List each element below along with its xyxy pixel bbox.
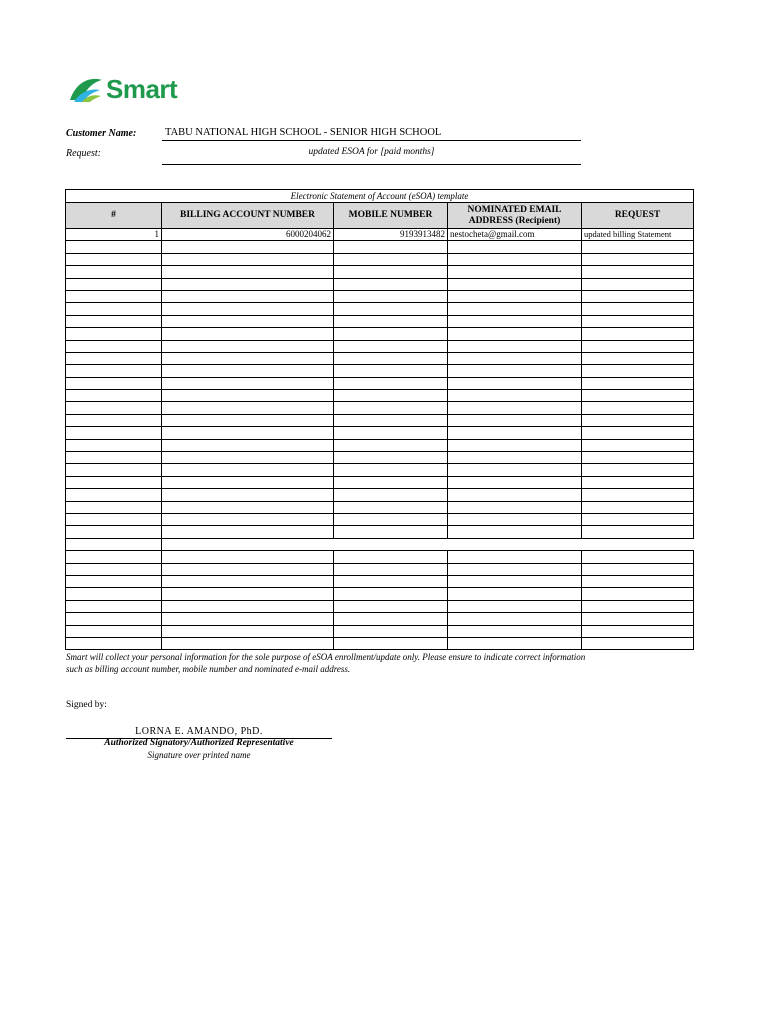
empty-cell <box>582 476 694 488</box>
signature-note: Signature over printed name <box>147 750 251 760</box>
table-row <box>66 414 694 426</box>
empty-cell <box>448 551 582 563</box>
empty-cell <box>582 303 694 315</box>
empty-cell <box>582 452 694 464</box>
empty-cell <box>162 414 334 426</box>
empty-cell <box>66 464 162 476</box>
empty-cell <box>162 328 334 340</box>
empty-cell <box>448 266 582 278</box>
table-row <box>66 476 694 488</box>
table-row <box>66 377 694 389</box>
smart-logo <box>68 72 177 106</box>
empty-cell <box>334 414 448 426</box>
header-number: # <box>66 203 162 229</box>
empty-rows-bottom <box>66 551 694 650</box>
table-caption: Electronic Statement of Account (eSOA) template <box>66 190 694 203</box>
empty-cell <box>162 600 334 612</box>
table-row <box>66 513 694 525</box>
empty-cell <box>334 551 448 563</box>
empty-cell <box>66 613 162 625</box>
empty-cell <box>582 637 694 649</box>
empty-cell <box>448 452 582 464</box>
request-line <box>162 164 581 165</box>
empty-cell <box>448 489 582 501</box>
empty-cell <box>162 637 334 649</box>
empty-cell <box>334 303 448 315</box>
empty-cell <box>334 278 448 290</box>
empty-cell <box>162 476 334 488</box>
empty-cell <box>162 241 334 253</box>
empty-cell <box>334 365 448 377</box>
empty-cell <box>334 452 448 464</box>
empty-cell <box>334 340 448 352</box>
empty-cell <box>66 439 162 451</box>
empty-cell <box>66 427 162 439</box>
empty-cell <box>582 278 694 290</box>
empty-cell <box>448 439 582 451</box>
empty-cell <box>448 290 582 302</box>
empty-cell <box>448 600 582 612</box>
smart-logo-text: Smart <box>106 73 178 104</box>
header-billing-account: BILLING ACCOUNT NUMBER <box>162 203 334 229</box>
empty-cell <box>582 551 694 563</box>
empty-cell <box>334 377 448 389</box>
table-row <box>66 637 694 649</box>
row-number: 1 <box>66 229 162 241</box>
empty-cell <box>162 290 334 302</box>
empty-cell <box>582 513 694 525</box>
empty-cell <box>66 278 162 290</box>
empty-cell <box>334 625 448 637</box>
empty-cell <box>334 402 448 414</box>
empty-cell <box>334 526 448 538</box>
empty-cell <box>334 501 448 513</box>
empty-cell <box>582 588 694 600</box>
empty-cell <box>582 414 694 426</box>
empty-cell <box>334 439 448 451</box>
empty-cell <box>582 600 694 612</box>
table-row <box>66 551 694 563</box>
table-row <box>66 303 694 315</box>
empty-cell <box>448 637 582 649</box>
empty-cell <box>582 340 694 352</box>
customer-name-label: Customer Name: <box>66 128 137 139</box>
empty-cell <box>162 340 334 352</box>
empty-cell <box>448 241 582 253</box>
empty-cell <box>334 241 448 253</box>
empty-cell <box>66 563 162 575</box>
empty-cell <box>162 390 334 402</box>
empty-rows-top <box>66 241 694 538</box>
empty-cell <box>334 575 448 587</box>
empty-cell <box>582 377 694 389</box>
empty-cell <box>582 253 694 265</box>
empty-cell <box>66 551 162 563</box>
empty-cell <box>162 352 334 364</box>
table-row <box>66 278 694 290</box>
empty-cell <box>448 513 582 525</box>
empty-cell <box>448 390 582 402</box>
empty-cell <box>162 489 334 501</box>
signatory-title: Authorized Signatory/Authorized Representative <box>104 738 294 748</box>
empty-cell <box>162 315 334 327</box>
table-row <box>66 229 694 241</box>
empty-cell <box>448 476 582 488</box>
table-row <box>66 464 694 476</box>
empty-cell <box>448 414 582 426</box>
empty-cell <box>582 315 694 327</box>
empty-cell <box>448 625 582 637</box>
empty-cell <box>66 501 162 513</box>
empty-cell <box>334 613 448 625</box>
empty-cell <box>334 513 448 525</box>
empty-cell <box>582 625 694 637</box>
empty-cell <box>448 613 582 625</box>
empty-cell <box>582 489 694 501</box>
smart-logo-mark-icon <box>68 74 104 104</box>
table-header-row <box>66 203 694 229</box>
table-row <box>66 452 694 464</box>
table-row <box>66 613 694 625</box>
table-row <box>66 352 694 364</box>
empty-cell <box>448 563 582 575</box>
empty-cell <box>162 588 334 600</box>
empty-cell <box>162 452 334 464</box>
empty-cell <box>448 365 582 377</box>
table-row <box>66 563 694 575</box>
empty-cell <box>582 402 694 414</box>
empty-cell <box>582 241 694 253</box>
empty-cell <box>448 303 582 315</box>
empty-cell <box>162 551 334 563</box>
empty-cell <box>334 315 448 327</box>
empty-cell <box>66 315 162 327</box>
empty-cell <box>334 328 448 340</box>
empty-cell <box>334 489 448 501</box>
table-row <box>66 328 694 340</box>
empty-cell <box>66 365 162 377</box>
empty-cell <box>448 377 582 389</box>
empty-cell <box>448 501 582 513</box>
empty-cell <box>66 489 162 501</box>
empty-cell <box>162 402 334 414</box>
table-row <box>66 290 694 302</box>
empty-cell <box>66 390 162 402</box>
table-row <box>66 588 694 600</box>
empty-cell <box>66 637 162 649</box>
empty-cell <box>582 501 694 513</box>
empty-cell <box>582 365 694 377</box>
empty-cell <box>162 563 334 575</box>
empty-cell <box>334 464 448 476</box>
table-row <box>66 501 694 513</box>
empty-cell <box>448 328 582 340</box>
empty-cell <box>66 303 162 315</box>
empty-cell <box>162 365 334 377</box>
header-email: NOMINATED EMAIL ADDRESS (Recipient) <box>448 203 582 229</box>
empty-cell <box>448 253 582 265</box>
empty-cell <box>334 600 448 612</box>
empty-cell <box>66 402 162 414</box>
empty-cell <box>448 278 582 290</box>
empty-cell <box>334 290 448 302</box>
empty-cell <box>448 464 582 476</box>
empty-cell <box>334 588 448 600</box>
customer-name-line <box>162 140 581 141</box>
empty-cell <box>582 266 694 278</box>
row-billing-account: 6000204062 <box>162 229 334 241</box>
empty-cell <box>334 390 448 402</box>
table-row <box>66 489 694 501</box>
empty-cell <box>162 513 334 525</box>
empty-cell <box>582 575 694 587</box>
empty-cell <box>66 513 162 525</box>
empty-cell <box>582 390 694 402</box>
header-mobile-number: MOBILE NUMBER <box>334 203 448 229</box>
empty-cell <box>334 563 448 575</box>
empty-cell <box>448 526 582 538</box>
table-row <box>66 526 694 538</box>
empty-cell <box>66 328 162 340</box>
empty-cell <box>162 526 334 538</box>
table-row <box>66 340 694 352</box>
empty-cell <box>66 290 162 302</box>
empty-cell <box>66 526 162 538</box>
table-row <box>66 241 694 253</box>
empty-cell <box>162 427 334 439</box>
empty-cell <box>66 575 162 587</box>
empty-cell <box>66 253 162 265</box>
empty-cell <box>162 439 334 451</box>
empty-cell <box>162 253 334 265</box>
table-row <box>66 439 694 451</box>
customer-name-value: TABU NATIONAL HIGH SCHOOL - SENIOR HIGH SCHOOL <box>165 127 442 138</box>
empty-cell <box>334 637 448 649</box>
empty-cell <box>582 427 694 439</box>
empty-cell <box>448 315 582 327</box>
empty-cell <box>66 352 162 364</box>
empty-cell <box>334 352 448 364</box>
empty-cell <box>582 563 694 575</box>
empty-cell <box>334 266 448 278</box>
empty-cell <box>582 613 694 625</box>
table-row <box>66 427 694 439</box>
empty-cell <box>448 352 582 364</box>
empty-cell <box>582 526 694 538</box>
empty-cell <box>334 427 448 439</box>
empty-cell <box>66 377 162 389</box>
empty-cell <box>66 600 162 612</box>
empty-cell <box>448 588 582 600</box>
empty-cell <box>66 476 162 488</box>
empty-cell <box>582 352 694 364</box>
privacy-notice: Smart will collect your personal information for the sole purpose of eSOA enrollment/update only. Please ensure to indicate correct information such as billing account number, mobile number and nominated e-mail address. <box>66 652 586 674</box>
empty-cell <box>582 464 694 476</box>
empty-cell <box>66 452 162 464</box>
empty-cell <box>162 625 334 637</box>
header-request: REQUEST <box>582 203 694 229</box>
table-row <box>66 390 694 402</box>
empty-cell <box>66 241 162 253</box>
row-mobile-number: 9193913482 <box>334 229 448 241</box>
empty-cell <box>162 464 334 476</box>
empty-cell <box>582 439 694 451</box>
request-value: updated ESOA for [paid months] <box>308 147 435 157</box>
table-row <box>66 266 694 278</box>
empty-cell <box>66 588 162 600</box>
empty-cell <box>66 340 162 352</box>
empty-cell <box>448 402 582 414</box>
table-row <box>66 315 694 327</box>
table-row <box>66 600 694 612</box>
empty-cell <box>334 253 448 265</box>
table-gap-row <box>66 538 694 550</box>
table-row <box>66 625 694 637</box>
empty-cell <box>162 501 334 513</box>
empty-cell <box>582 328 694 340</box>
empty-cell <box>334 476 448 488</box>
esoa-table <box>65 189 694 650</box>
request-label: Request: <box>66 148 101 159</box>
empty-cell <box>582 290 694 302</box>
empty-cell <box>66 414 162 426</box>
empty-cell <box>66 625 162 637</box>
empty-cell <box>162 266 334 278</box>
table-row <box>66 253 694 265</box>
empty-cell <box>162 303 334 315</box>
empty-cell <box>162 377 334 389</box>
table-row <box>66 575 694 587</box>
empty-cell <box>448 575 582 587</box>
empty-cell <box>162 575 334 587</box>
row-email: nestocheta@gmail.com <box>448 229 582 241</box>
signatory-name: LORNA E. AMANDO, PhD. <box>135 726 263 737</box>
row-request: updated billing Statement <box>582 229 694 241</box>
empty-cell <box>66 266 162 278</box>
empty-cell <box>162 613 334 625</box>
signed-by-label: Signed by: <box>66 700 107 710</box>
empty-cell <box>162 278 334 290</box>
table-row <box>66 365 694 377</box>
empty-cell <box>448 427 582 439</box>
table-row <box>66 402 694 414</box>
empty-cell <box>448 340 582 352</box>
